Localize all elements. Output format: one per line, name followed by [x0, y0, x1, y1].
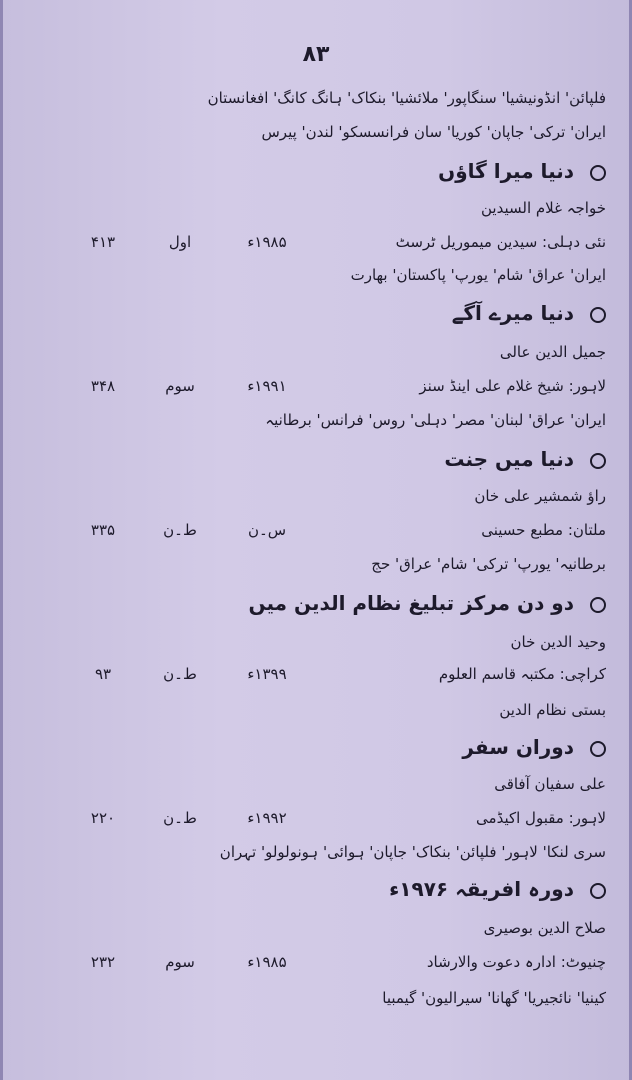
entry-title: [26, 590, 606, 616]
entry-author: صلاح الدین بوصیری: [483, 919, 606, 937]
entry-countries: ایران' عراق' لبنان' مصر' دہلی' روس' فرانس' برطانیہ: [265, 411, 606, 429]
entry-title-text: دوران سفر: [462, 735, 574, 759]
entry-pages: ۲۲۰: [90, 809, 116, 827]
entry-publisher: چنیوٹ: ادارہ دعوت والارشاد: [426, 953, 606, 971]
entry-edition: سوم: [165, 953, 195, 971]
entry-edition: سوم: [165, 377, 195, 395]
entry-publisher: نئی دہلی: سیدین میموریل ٹرسٹ: [395, 233, 606, 251]
entry-pages: ۴۱۳: [90, 233, 116, 251]
entry-edition: ط۔ن: [163, 665, 197, 683]
entry-edition: اول: [168, 233, 192, 251]
bullet-circle-icon: [590, 165, 606, 181]
bullet-circle-icon: [590, 741, 606, 757]
entry-author: علی سفیان آفاقی: [494, 775, 606, 793]
entry-countries: سری لنکا' لاہور' فلپائن' بنکاک' جاپان' ہوائی' ہونولولو' تہران: [219, 843, 606, 861]
entry-title: [26, 876, 606, 902]
entry-title-text: دنیا میں جنت: [444, 447, 574, 471]
entry-pages: ۹۳: [94, 665, 112, 683]
entry-title-text: دو دن مرکز تبلیغ نظام الدین میں: [248, 591, 574, 615]
entry-countries: کینیا' نائجیریا' گھانا' سیرالیون' گیمبیا: [382, 989, 606, 1007]
entry-title: [26, 300, 606, 326]
entry-year: ۱۳۹۹ء: [247, 665, 287, 683]
entry-publisher: ملتان: مطبع حسینی: [481, 521, 606, 539]
bullet-circle-icon: [590, 307, 606, 323]
bullet-circle-icon: [590, 453, 606, 469]
entry-title-text: دنیا میرے آگے: [451, 301, 574, 325]
entry-pages: ۲۳۲: [90, 953, 116, 971]
intro-line: ایران' ترکی' جاپان' کوریا' سان فرانسسکو' لندن' پیرس: [261, 123, 606, 141]
entry-edition: ط۔ن: [163, 809, 197, 827]
entry-year: ۱۹۸۵ء: [247, 233, 287, 251]
bullet-circle-icon: [590, 597, 606, 613]
bullet-circle-icon: [590, 883, 606, 899]
entry-author: راؤ شمشیر علی خان: [474, 487, 606, 505]
entry-countries: بستی نظام الدین: [499, 701, 606, 719]
entry-title: [26, 158, 606, 184]
entry-year: س۔ن: [247, 521, 287, 539]
entry-year: ۱۹۹۱ء: [247, 377, 287, 395]
entry-pages: ۳۳۵: [90, 521, 116, 539]
entry-author: جمیل الدین عالی: [499, 343, 606, 361]
entry-countries: ایران' عراق' شام' یورپ' پاکستان' بھارت: [350, 266, 606, 284]
intro-line: فلپائن' انڈونیشیا' سنگاپور' ملائشیا' بنکاک' ہانگ کانگ' افغانستان: [207, 89, 606, 107]
entry-author: خواجہ غلام السیدین: [481, 199, 606, 217]
entry-title: [26, 446, 606, 472]
entry-title: [26, 734, 606, 760]
entry-publisher: لاہور: مقبول اکیڈمی: [476, 809, 606, 827]
entry-year: ۱۹۹۲ء: [247, 809, 287, 827]
entry-edition: ط۔ن: [163, 521, 197, 539]
page-number: ۸۳: [302, 42, 330, 67]
page-left-edge: [0, 0, 3, 1080]
entry-title-text: دنیا میرا گاؤں: [438, 159, 574, 183]
entry-publisher: کراچی: مکتبہ قاسم العلوم: [438, 665, 606, 683]
entry-countries: برطانیہ' یورپ' ترکی' شام' عراق' حج: [371, 555, 606, 573]
entry-author: وحید الدین خان: [510, 633, 606, 651]
entry-pages: ۳۴۸: [90, 377, 116, 395]
entry-publisher: لاہور: شیخ غلام علی اینڈ سنز: [419, 377, 606, 395]
entry-title-text: دورہ افریقہ ۱۹۷۶ء: [389, 877, 574, 901]
entry-year: ۱۹۸۵ء: [247, 953, 287, 971]
